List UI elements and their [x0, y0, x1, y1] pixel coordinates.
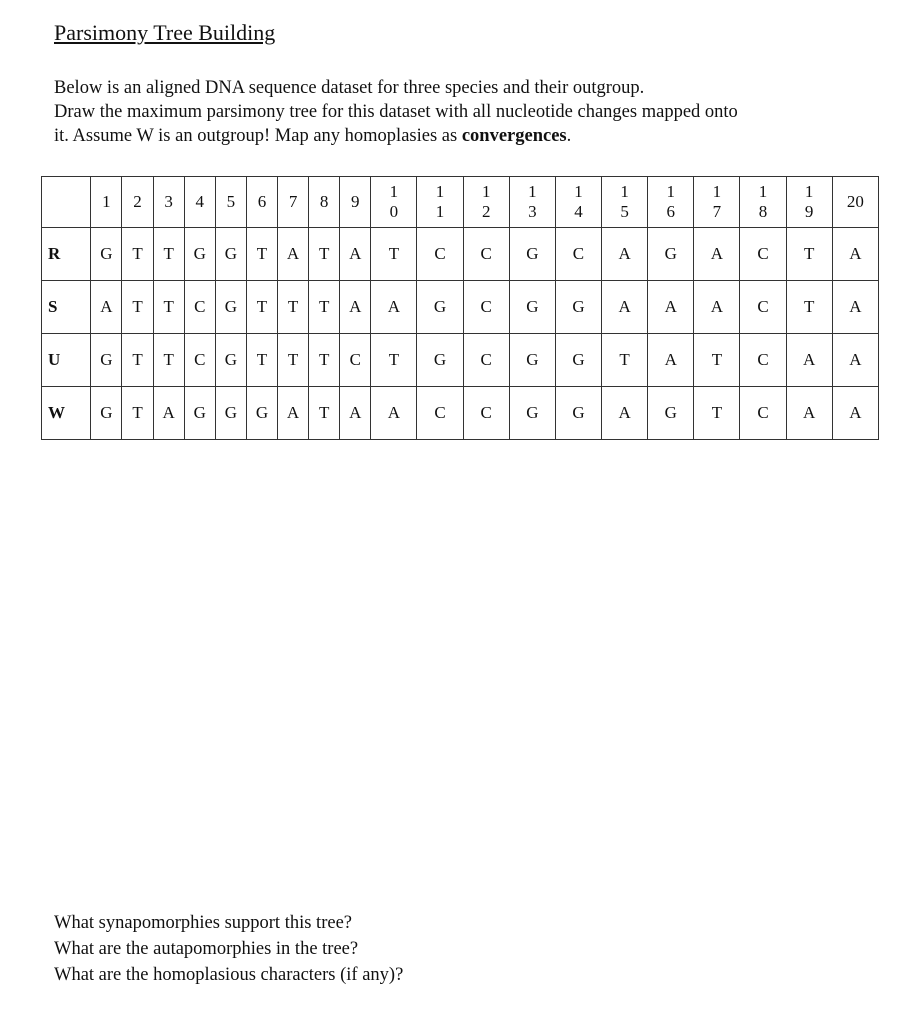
- nucleotide-cell: A: [832, 228, 878, 281]
- position-header: [309, 177, 340, 228]
- position-digit-top: 9: [351, 192, 360, 211]
- nucleotide-cell: A: [602, 281, 648, 334]
- position-digit-top: 20: [846, 192, 864, 211]
- nucleotide-cell: C: [184, 281, 215, 334]
- position-header: [417, 177, 463, 228]
- position-digit-top: 1: [528, 182, 537, 201]
- nucleotide-cell: T: [694, 334, 740, 387]
- position-digit-bottom: 3: [528, 202, 537, 221]
- nucleotide-cell: C: [740, 228, 786, 281]
- nucleotide-cell: T: [246, 334, 277, 387]
- position-digit-top: 1: [481, 182, 491, 201]
- nucleotide-cell: A: [648, 281, 694, 334]
- nucleotide-cell: G: [648, 228, 694, 281]
- nucleotide-cell: T: [246, 281, 277, 334]
- nucleotide-cell: A: [371, 387, 417, 440]
- nucleotide-cell: C: [740, 334, 786, 387]
- nucleotide-cell: A: [91, 281, 122, 334]
- nucleotide-cell: G: [509, 281, 555, 334]
- nucleotide-cell: A: [832, 387, 878, 440]
- emphasis-convergences: convergences: [461, 126, 567, 146]
- nucleotide-cell: C: [463, 281, 509, 334]
- nucleotide-cell: T: [278, 334, 309, 387]
- position-digit-top: 1: [435, 182, 445, 201]
- page-title: Parsimony Tree Building: [54, 20, 276, 45]
- position-header: [184, 177, 215, 228]
- position-header: [246, 177, 277, 228]
- nucleotide-cell: A: [832, 281, 878, 334]
- questions: [54, 910, 403, 988]
- position-digit-bottom: 8: [758, 202, 768, 221]
- nucleotide-cell: T: [122, 387, 153, 440]
- nucleotide-cell: T: [371, 228, 417, 281]
- nucleotide-cell: C: [417, 228, 463, 281]
- position-header: [555, 177, 601, 228]
- instruction-line-2: Draw the maximum parsimony tree for this dataset with all nucleotide changes mapped onto: [54, 102, 738, 122]
- sequence-alignment-table: [41, 176, 879, 440]
- position-digit-bottom: 9: [804, 202, 814, 221]
- nucleotide-cell: A: [371, 281, 417, 334]
- species-label: U: [42, 334, 91, 387]
- position-header: [786, 177, 832, 228]
- nucleotide-cell: G: [246, 387, 277, 440]
- position-digit-bottom: 6: [666, 202, 675, 221]
- position-digit-bottom: 5: [620, 202, 629, 221]
- position-header: [215, 177, 246, 228]
- position-digit-top: 4: [195, 192, 204, 211]
- nucleotide-cell: A: [278, 228, 309, 281]
- position-digit-bottom: 0: [389, 202, 399, 221]
- nucleotide-cell: G: [417, 281, 463, 334]
- nucleotide-cell: T: [309, 281, 340, 334]
- nucleotide-cell: A: [340, 387, 371, 440]
- nucleotide-cell: C: [740, 281, 786, 334]
- position-header: [509, 177, 555, 228]
- instruction-line-3-start: it. Assume W is an outgroup! Map any homoplasies as: [54, 126, 462, 146]
- nucleotide-cell: G: [215, 281, 246, 334]
- position-digit-bottom: 7: [712, 202, 722, 221]
- position-header: [340, 177, 371, 228]
- nucleotide-cell: C: [555, 228, 601, 281]
- nucleotide-cell: T: [602, 334, 648, 387]
- nucleotide-cell: G: [215, 228, 246, 281]
- nucleotide-cell: G: [184, 228, 215, 281]
- position-header: [153, 177, 184, 228]
- species-label: W: [42, 387, 91, 440]
- nucleotide-cell: T: [786, 281, 832, 334]
- nucleotide-cell: G: [184, 387, 215, 440]
- position-header: [463, 177, 509, 228]
- nucleotide-cell: C: [340, 334, 371, 387]
- position-digit-top: 8: [319, 192, 329, 211]
- nucleotide-cell: G: [91, 228, 122, 281]
- position-header: [91, 177, 122, 228]
- header-row: [42, 177, 879, 228]
- position-digit-top: 1: [712, 182, 722, 201]
- nucleotide-cell: G: [215, 387, 246, 440]
- nucleotide-cell: A: [694, 228, 740, 281]
- nucleotide-cell: T: [309, 334, 340, 387]
- nucleotide-cell: C: [463, 228, 509, 281]
- position-digit-bottom: 4: [574, 202, 583, 221]
- instruction-line-1: Below is an aligned DNA sequence dataset for three species and their outgroup.: [54, 78, 645, 98]
- position-header: [278, 177, 309, 228]
- question-homoplasies: What are the homoplasious characters (if any)?: [54, 965, 404, 985]
- nucleotide-cell: T: [153, 228, 184, 281]
- nucleotide-cell: T: [246, 228, 277, 281]
- position-header: [648, 177, 694, 228]
- instructions: [54, 76, 894, 148]
- nucleotide-cell: T: [153, 334, 184, 387]
- position-digit-top: 3: [164, 192, 173, 211]
- position-header: [602, 177, 648, 228]
- nucleotide-cell: G: [555, 281, 601, 334]
- nucleotide-cell: A: [786, 334, 832, 387]
- position-digit-bottom: 1: [435, 202, 445, 221]
- nucleotide-cell: A: [694, 281, 740, 334]
- species-row: [42, 281, 879, 334]
- position-digit-top: 1: [758, 182, 768, 201]
- instruction-line-3: [54, 124, 894, 148]
- species-row: [42, 334, 879, 387]
- nucleotide-cell: G: [509, 334, 555, 387]
- nucleotide-cell: A: [602, 387, 648, 440]
- position-header: [371, 177, 417, 228]
- position-digit-top: 5: [226, 192, 236, 211]
- nucleotide-cell: C: [463, 387, 509, 440]
- nucleotide-cell: C: [184, 334, 215, 387]
- nucleotide-cell: T: [278, 281, 309, 334]
- nucleotide-cell: T: [786, 228, 832, 281]
- nucleotide-cell: A: [832, 334, 878, 387]
- species-label: S: [42, 281, 91, 334]
- nucleotide-cell: G: [215, 334, 246, 387]
- species-row: [42, 228, 879, 281]
- nucleotide-cell: C: [740, 387, 786, 440]
- position-digit-top: 1: [574, 182, 583, 201]
- nucleotide-cell: G: [648, 387, 694, 440]
- nucleotide-cell: A: [153, 387, 184, 440]
- species-row: [42, 387, 879, 440]
- position-digit-bottom: 2: [481, 202, 491, 221]
- position-header: [122, 177, 153, 228]
- nucleotide-cell: G: [91, 387, 122, 440]
- nucleotide-cell: T: [371, 334, 417, 387]
- nucleotide-cell: T: [153, 281, 184, 334]
- nucleotide-cell: A: [786, 387, 832, 440]
- nucleotide-cell: A: [648, 334, 694, 387]
- nucleotide-cell: G: [555, 334, 601, 387]
- nucleotide-cell: C: [417, 387, 463, 440]
- header-corner-cell: [42, 177, 91, 228]
- nucleotide-cell: G: [509, 387, 555, 440]
- question-synapomorphies: What synapomorphies support this tree?: [54, 913, 352, 933]
- position-digit-top: 6: [257, 192, 267, 211]
- species-label: R: [42, 228, 91, 281]
- nucleotide-cell: T: [694, 387, 740, 440]
- position-header: [740, 177, 786, 228]
- nucleotide-cell: A: [602, 228, 648, 281]
- nucleotide-cell: T: [309, 228, 340, 281]
- instruction-line-3-end: .: [566, 126, 572, 146]
- nucleotide-cell: A: [278, 387, 309, 440]
- nucleotide-cell: C: [463, 334, 509, 387]
- position-digit-top: 1: [620, 182, 629, 201]
- nucleotide-cell: G: [417, 334, 463, 387]
- position-header: [832, 177, 878, 228]
- position-digit-top: 1: [666, 182, 675, 201]
- nucleotide-cell: T: [309, 387, 340, 440]
- nucleotide-cell: A: [340, 228, 371, 281]
- question-autapomorphies: What are the autapomorphies in the tree?: [54, 939, 359, 959]
- position-digit-top: 1: [389, 182, 399, 201]
- nucleotide-cell: G: [555, 387, 601, 440]
- position-digit-top: 1: [102, 192, 111, 211]
- position-header: [694, 177, 740, 228]
- nucleotide-cell: A: [340, 281, 371, 334]
- nucleotide-cell: G: [509, 228, 555, 281]
- position-digit-top: 7: [288, 192, 298, 211]
- nucleotide-cell: G: [91, 334, 122, 387]
- nucleotide-cell: T: [122, 281, 153, 334]
- position-digit-top: 1: [804, 182, 814, 201]
- nucleotide-cell: T: [122, 334, 153, 387]
- position-digit-top: 2: [133, 192, 142, 211]
- nucleotide-cell: T: [122, 228, 153, 281]
